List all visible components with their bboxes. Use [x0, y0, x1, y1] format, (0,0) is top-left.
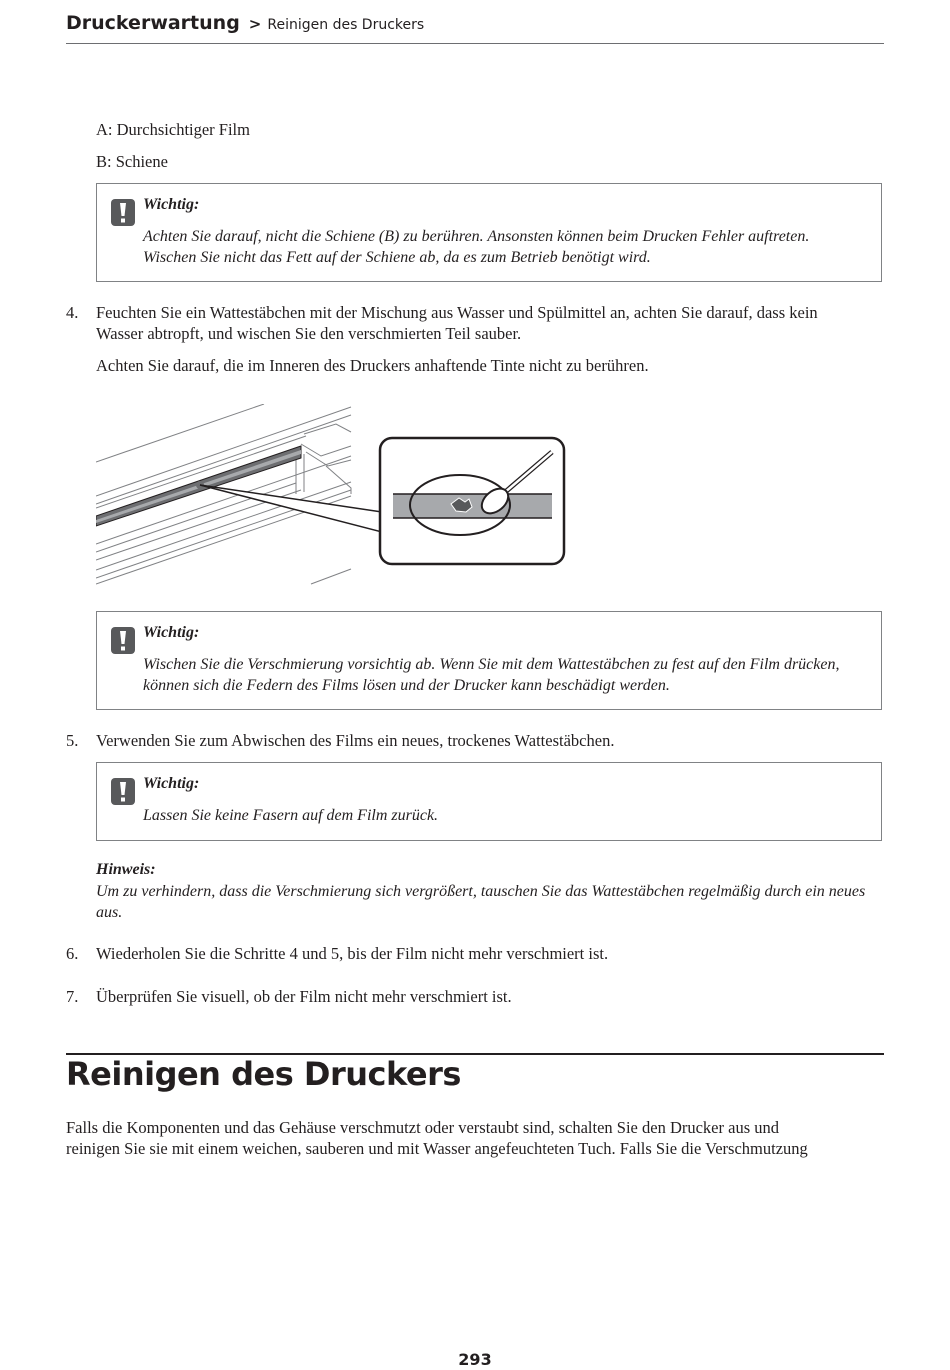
step-4-text — [96, 302, 886, 344]
running-header — [66, 12, 884, 44]
legend-b: B: Schiene — [96, 152, 168, 171]
step-number: 4. — [66, 303, 79, 322]
step-4-extra: Achten Sie darauf, die im Inneren des Druckers anhaftende Tinte nicht zu berühren. — [96, 356, 649, 375]
note-body — [143, 226, 873, 268]
warning-icon — [111, 778, 135, 805]
hint-title: Hinweis: — [96, 861, 156, 878]
note-title: Wichtig: — [143, 624, 200, 641]
step-6-text: Wiederholen Sie die Schritte 4 und 5, bis der Film nicht mehr verschmiert ist. — [96, 944, 609, 963]
warning-icon — [111, 199, 135, 226]
section-heading: Reinigen des Druckers — [66, 1055, 461, 1093]
important-note-3 — [96, 762, 882, 841]
important-note-2 — [96, 611, 882, 710]
note-line: Lassen Sie keine Fasern auf dem Film zurück. — [143, 807, 439, 824]
header-subsection: Reinigen des Druckers — [267, 17, 425, 33]
paragraph-line: Falls die Komponenten und das Gehäuse verschmutzt oder verstaubt sind, schalten Sie den Drucker aus und — [66, 1118, 779, 1137]
note-line: Wischen Sie nicht das Fett auf der Schiene ab, da es zum Betrieb benötigt wird. — [143, 249, 651, 266]
note-line: Wischen Sie die Verschmierung vorsichtig ab. Wenn Sie mit dem Wattestäbchen zu fest auf den Film drücken, — [143, 656, 840, 673]
note-title: Wichtig: — [143, 775, 200, 792]
note-line: Achten Sie darauf, nicht die Schiene (B) zu berühren. Ansonsten können beim Drucken Fehler auftreten. — [143, 228, 810, 245]
step-7-text: Überprüfen Sie visuell, ob der Film nicht mehr verschmiert ist. — [96, 987, 512, 1006]
hint-body — [96, 881, 886, 923]
step-number: 6. — [66, 944, 79, 963]
section-paragraph — [66, 1117, 886, 1159]
step-5-text: Verwenden Sie zum Abwischen des Films ein neues, trockenes Wattestäbchen. — [96, 731, 615, 750]
step-number: 7. — [66, 987, 79, 1006]
cleaning-illustration — [96, 404, 568, 586]
page-number: 293 — [458, 1350, 492, 1369]
warning-icon — [111, 627, 135, 654]
step-line: Wasser abtropft, und wischen Sie den verschmierten Teil sauber. — [96, 324, 522, 343]
hint-line: Um zu verhindern, dass die Verschmierung sich vergrößert, tauschen Sie das Wattestäbchen regelmäßig durch ein neues — [96, 883, 866, 900]
important-note-1 — [96, 183, 882, 282]
hint-line: aus. — [96, 904, 123, 921]
breadcrumb-separator: > — [248, 15, 262, 33]
note-body — [143, 654, 873, 696]
step-line: Feuchten Sie ein Wattestäbchen mit der Mischung aus Wasser und Spülmittel an, achten Sie darauf, dass kein — [96, 303, 818, 322]
legend-a: A: Durchsichtiger Film — [96, 120, 250, 139]
step-number: 5. — [66, 731, 79, 750]
note-line: können sich die Federn des Films lösen und der Drucker kann beschädigt werden. — [143, 677, 670, 694]
note-title: Wichtig: — [143, 196, 200, 213]
header-section: Druckerwartung — [66, 12, 240, 34]
note-body — [143, 805, 873, 826]
paragraph-line: reinigen Sie sie mit einem weichen, sauberen und mit Wasser angefeuchteten Tuch. Falls Sie die Verschmutzung — [66, 1139, 808, 1158]
